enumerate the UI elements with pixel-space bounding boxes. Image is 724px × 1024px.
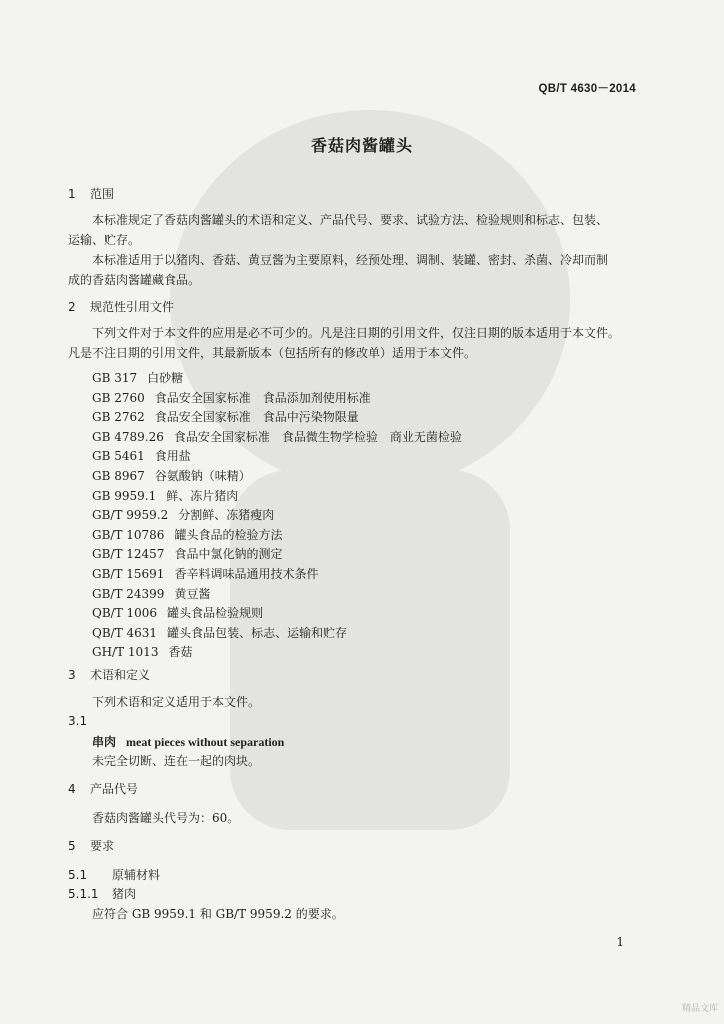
reference-item: [92, 487, 238, 504]
paragraph-line: 本标准规定了香菇肉酱罐头的术语和定义、产品代号、要求、试验方法、检验规则和标志、包装、: [92, 213, 609, 227]
reference-code: GB 5461: [92, 449, 145, 464]
term-english: meat pieces without separation: [126, 735, 285, 749]
section-2-heading: [68, 298, 174, 315]
reference-title: 鲜、冻片猪肉: [166, 488, 239, 503]
section-3-heading: [68, 666, 150, 683]
corner-watermark-text: 精品文库: [681, 1004, 718, 1014]
reference-item: [92, 389, 371, 406]
term-number: 3.1: [68, 714, 88, 728]
reference-code: GB 2760: [92, 390, 145, 405]
reference-item: [92, 369, 183, 386]
reference-title: 罐头食品检验规则: [167, 606, 264, 621]
reference-item: [92, 643, 192, 660]
reference-code: GB 8967: [92, 469, 145, 483]
paragraph-line: 本标准适用于以猪肉、香菇、黄豆酱为主要原料，经预处理、调制、装罐、密封、杀菌、冷却而制: [92, 253, 609, 267]
reference-code: GB 4789.26: [92, 429, 164, 444]
document-title: 香菇肉酱罐头: [310, 136, 413, 155]
reference-item: [92, 467, 251, 484]
reference-item: [92, 428, 462, 445]
paragraph-line: 下列文件对于本文件的应用是必不可少的。凡是注日期的引用文件，仅注日期的版本适用于本文件。: [92, 326, 621, 340]
reference-code: GB/T 10786: [92, 527, 165, 542]
reference-item: [92, 447, 191, 464]
reference-title: 香辛料调味品通用技术条件: [174, 567, 319, 581]
section-number: 2: [68, 300, 76, 314]
section-number: 3: [68, 668, 76, 682]
term-chinese: 串肉: [92, 735, 117, 749]
reference-code: GB/T 15691: [92, 567, 165, 581]
reference-item: [92, 624, 347, 641]
reference-item: [92, 408, 359, 425]
reference-code: GB/T 9959.2: [92, 508, 169, 523]
reference-item: [92, 604, 263, 621]
reference-code: GB/T 24399: [92, 586, 165, 601]
reference-title: 香菇: [168, 645, 193, 660]
paragraph-line: 香菇肉酱罐头代号为：60。: [92, 811, 240, 825]
reference-title: 食用盐: [154, 449, 191, 464]
section-5-heading: [68, 837, 114, 854]
reference-item: [92, 565, 318, 582]
subsection-title: 猪肉: [112, 887, 137, 901]
reference-item: [92, 526, 282, 543]
reference-code: GB 2762: [92, 410, 145, 425]
section-4-heading: [68, 780, 138, 797]
section-number: 4: [68, 782, 76, 796]
subsection-5-1-heading: [68, 866, 160, 883]
reference-title: 食品安全国家标准 食品添加剂使用标准: [154, 390, 371, 405]
reference-title: 食品中氯化钠的测定: [174, 547, 283, 562]
reference-item: [92, 585, 210, 602]
subsection-number: 5.1.1: [68, 887, 99, 901]
section-title: 术语和定义: [90, 668, 151, 682]
reference-title: 白砂糖: [147, 371, 184, 385]
section-title: 产品代号: [90, 782, 139, 796]
term-definition: 未完全切断、连在一起的肉块。: [92, 754, 261, 768]
section-number: 1: [68, 187, 76, 201]
page-number: 1: [616, 935, 624, 949]
section-title: 规范性引用文件: [90, 300, 175, 314]
paragraph-line: 应符合 GB 9959.1 和 GB/T 9959.2 的要求。: [92, 907, 344, 921]
term-entry: [92, 733, 284, 750]
reference-code: QB/T 4631: [92, 625, 158, 640]
reference-title: 罐头食品的检验方法: [174, 527, 283, 542]
reference-item: [92, 545, 282, 562]
reference-title: 食品安全国家标准 食品中污染物限量: [154, 410, 359, 425]
reference-title: 食品安全国家标准 食品微生物学检验 商业无菌检验: [173, 429, 462, 444]
reference-code: QB/T 1006: [92, 606, 158, 621]
paragraph-line: 成的香菇肉酱罐藏食品。: [68, 273, 201, 287]
section-title: 要求: [90, 839, 115, 853]
section-title: 范围: [90, 187, 115, 201]
subsection-5-1-1-heading: [68, 885, 136, 902]
section-1-heading: [68, 185, 114, 202]
subsection-title: 原辅材料: [112, 868, 161, 882]
standard-code: QB/T 4630－2014: [538, 83, 636, 95]
reference-title: 分割鲜、冻猪瘦肉: [178, 508, 275, 523]
reference-title: 黄豆酱: [174, 586, 211, 601]
paragraph-line: 运输、贮存。: [68, 233, 141, 247]
subsection-number: 5.1: [68, 868, 88, 882]
paragraph-line: 下列术语和定义适用于本文件。: [92, 695, 261, 709]
reference-title: 罐头食品包装、标志、运输和贮存: [167, 625, 348, 640]
reference-item: [92, 506, 274, 523]
reference-code: GH/T 1013: [92, 645, 159, 660]
paragraph-line: 凡是不注日期的引用文件，其最新版本（包括所有的修改单）适用于本文件。: [68, 346, 477, 360]
reference-code: GB/T 12457: [92, 547, 165, 562]
reference-code: GB 317: [92, 371, 138, 385]
section-number: 5: [68, 839, 76, 853]
reference-code: GB 9959.1: [92, 488, 157, 503]
reference-title: 谷氨酸钠（味精）: [154, 469, 251, 483]
